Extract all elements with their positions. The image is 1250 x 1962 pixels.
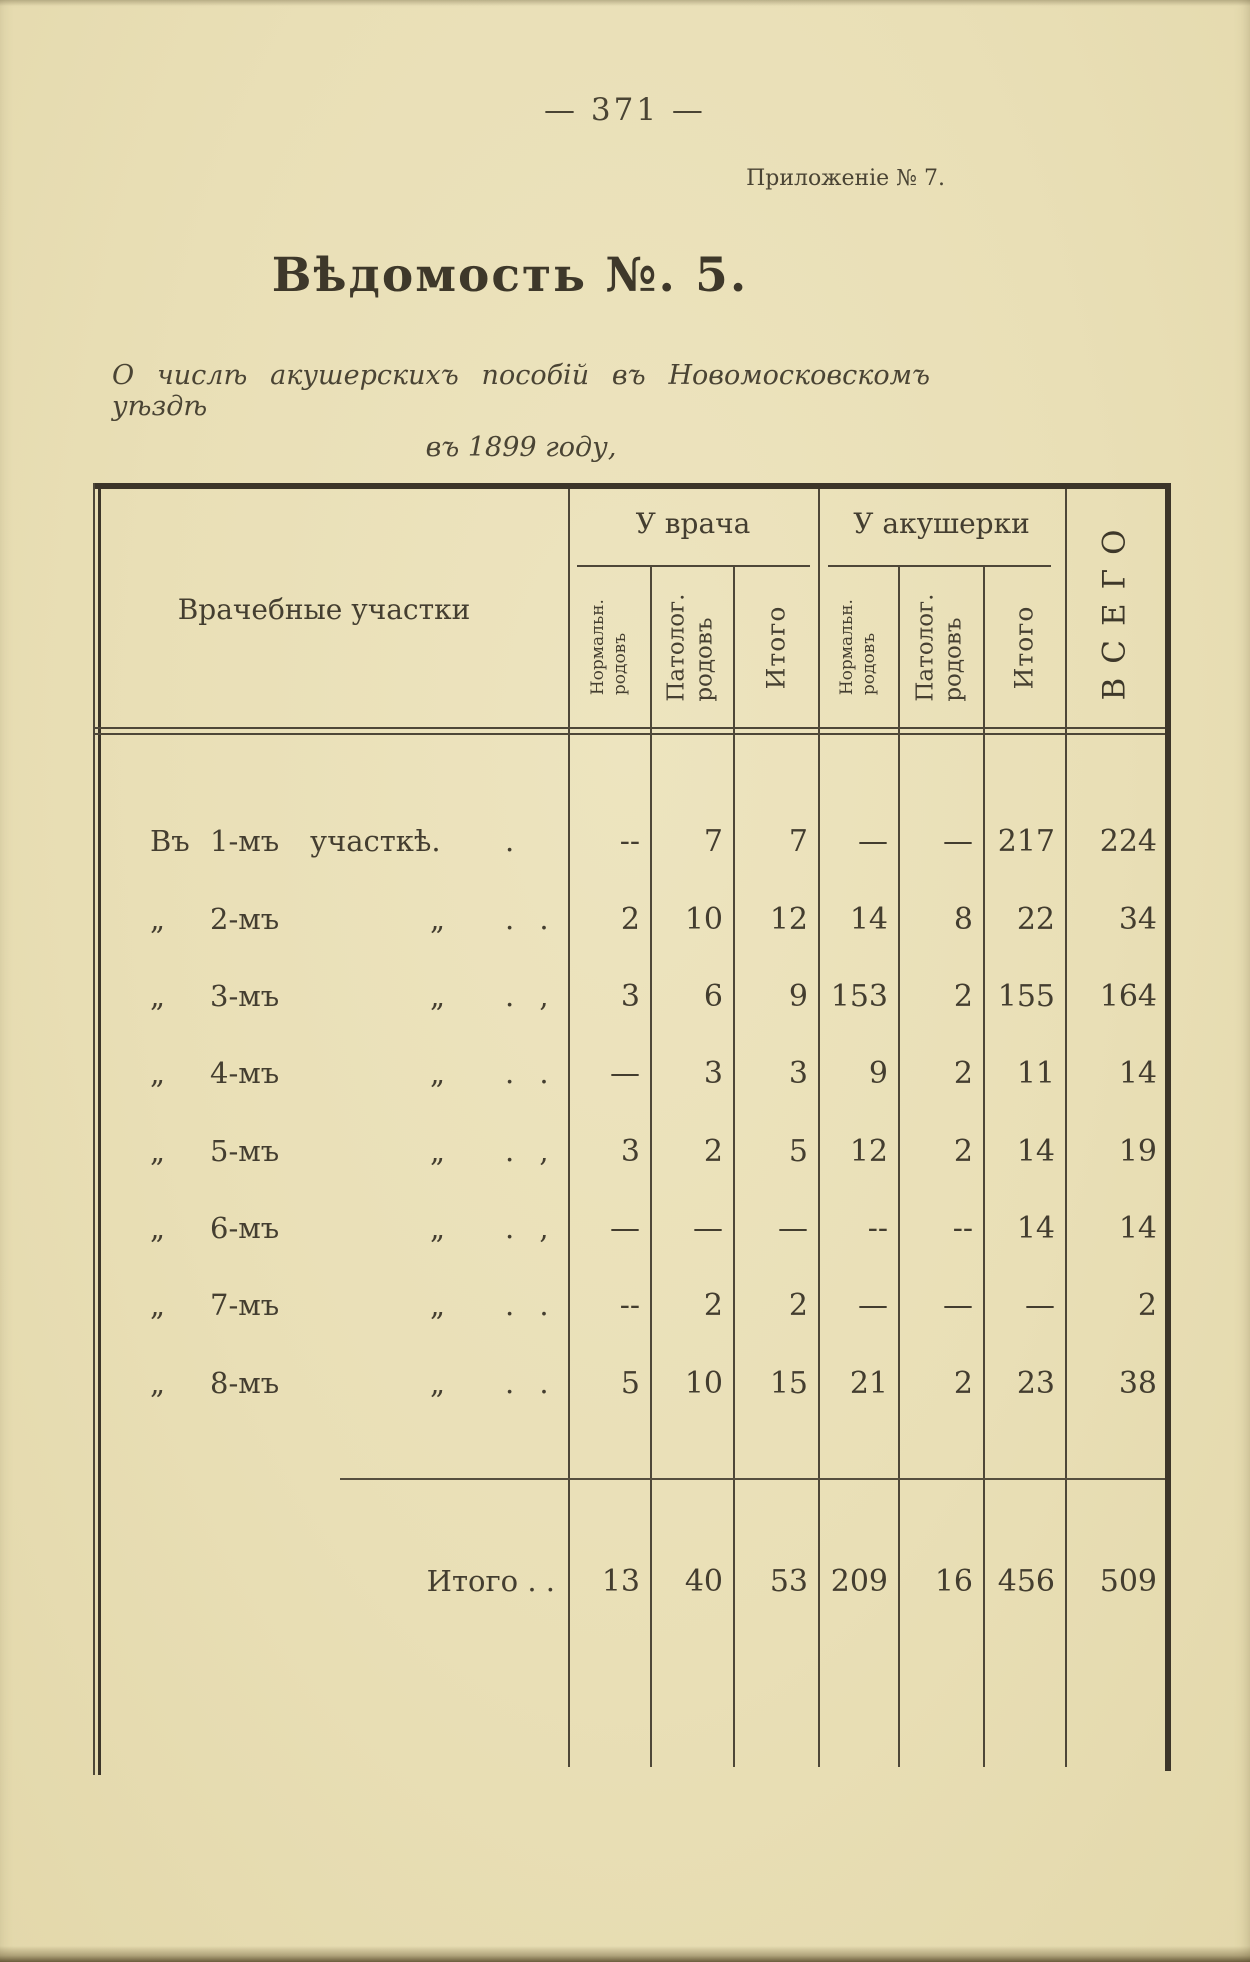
- total-row-separator: [340, 1478, 1165, 1480]
- cell: 153: [830, 978, 888, 1014]
- cell: 23: [1016, 1365, 1055, 1401]
- cell: 38: [1118, 1365, 1157, 1401]
- document-title: Вѣдомость №. 5.: [271, 248, 749, 303]
- page-number: — 371 —: [544, 92, 706, 128]
- subtitle-line-2: въ 1899 году,: [425, 432, 617, 463]
- cell: —: [693, 1210, 723, 1246]
- table-row: [93, 896, 1165, 942]
- cell: 6: [703, 978, 723, 1014]
- cell: 2: [788, 1287, 808, 1323]
- header-bottom-rule: [93, 733, 1165, 735]
- cell: 217: [997, 823, 1055, 859]
- cell: 224: [1099, 823, 1157, 859]
- total-cell: 13: [601, 1563, 640, 1599]
- statistics-table: [93, 483, 1171, 1778]
- row-label: „ 7-мъ „ . .: [150, 1288, 549, 1322]
- subtitle-line-1: О числѣ акушерскихъ пособій въ Новомосковскомъ уѣздѣ: [112, 360, 930, 422]
- cell: 2: [953, 1365, 973, 1401]
- cell: 2: [703, 1133, 723, 1169]
- total-cell: 53: [769, 1563, 808, 1599]
- cell: 3: [620, 978, 640, 1014]
- table-row: [93, 818, 1165, 864]
- table-top-border: [93, 483, 1171, 489]
- row-label: Въ 1-мъ участкѣ. .: [150, 824, 515, 858]
- cell: 14: [849, 901, 888, 937]
- column-header-line: родовъ: [859, 633, 879, 696]
- cell: 9: [788, 978, 808, 1014]
- column-header-doctor-pathological: [650, 570, 733, 725]
- total-cell: 456: [997, 1563, 1055, 1599]
- table-total-row: [93, 1558, 1165, 1604]
- row-label: „ 2-мъ „ . .: [150, 902, 549, 936]
- cell: 22: [1016, 901, 1055, 937]
- cell: --: [952, 1210, 973, 1246]
- cell: 3: [703, 1055, 723, 1091]
- table-row: [93, 973, 1165, 1019]
- cell: 14: [1016, 1133, 1055, 1169]
- header-bottom-rule: [93, 727, 1165, 729]
- cell: 10: [684, 1365, 723, 1401]
- column-header-line: Нормальн.: [587, 599, 608, 696]
- table-row: [93, 1360, 1165, 1406]
- row-header-label: Врачебные участки: [177, 593, 471, 626]
- row-label: „ 3-мъ „ . ,: [150, 979, 549, 1013]
- table-row: [93, 1050, 1165, 1096]
- group-header-underline: [828, 565, 1051, 567]
- column-header-line: Патолог.: [912, 593, 939, 702]
- cell: --: [867, 1210, 888, 1246]
- column-header-line: родовъ: [940, 617, 967, 702]
- cell: —: [1025, 1287, 1055, 1323]
- cell: —: [610, 1055, 640, 1091]
- cell: 34: [1118, 901, 1157, 937]
- cell: 2: [953, 978, 973, 1014]
- table-row: [93, 1128, 1165, 1174]
- cell: —: [943, 823, 973, 859]
- cell: 164: [1099, 978, 1157, 1014]
- row-label: „ 5-мъ „ . ,: [150, 1134, 549, 1168]
- column-header-doctor-normal: [568, 570, 650, 725]
- total-cell: 509: [1099, 1563, 1157, 1599]
- cell: —: [943, 1287, 973, 1323]
- cell: 5: [620, 1365, 640, 1401]
- cell: 5: [788, 1133, 808, 1169]
- total-cell: 16: [934, 1563, 973, 1599]
- table-row: [93, 1282, 1165, 1328]
- group-header-underline: [577, 565, 810, 567]
- cell: 2: [953, 1133, 973, 1169]
- cell: 9: [868, 1055, 888, 1091]
- cell: 14: [1118, 1210, 1157, 1246]
- cell: 155: [997, 978, 1055, 1014]
- column-header-line: Нормальн.: [836, 599, 857, 696]
- cell: —: [858, 1287, 888, 1323]
- table-row: [93, 1205, 1165, 1251]
- column-header-midwife-normal: [818, 570, 898, 725]
- column-header-line: Патолог.: [663, 593, 690, 702]
- row-label: „ 8-мъ „ . .: [150, 1366, 549, 1400]
- cell: 3: [620, 1133, 640, 1169]
- group-header-doctor: У врача: [635, 507, 751, 540]
- cell: —: [610, 1210, 640, 1246]
- table-right-border: [1165, 483, 1171, 1771]
- cell: 2: [953, 1055, 973, 1091]
- cell: 12: [769, 901, 808, 937]
- document-subtitle: [112, 360, 930, 463]
- appendix-annotation: Приложеніе № 7.: [746, 166, 945, 191]
- column-header-line: родовъ: [691, 617, 718, 702]
- cell: 15: [769, 1365, 808, 1401]
- cell: 14: [1118, 1055, 1157, 1091]
- group-header-midwife: У акушерки: [853, 507, 1030, 540]
- cell: 11: [1016, 1055, 1055, 1091]
- cell: 2: [703, 1287, 723, 1323]
- row-label: „ 6-мъ „ . ,: [150, 1211, 549, 1245]
- cell: 14: [1016, 1210, 1055, 1246]
- cell: 7: [703, 823, 723, 859]
- total-row-label: Итого . .: [426, 1564, 555, 1598]
- cell: --: [619, 1287, 640, 1323]
- cell: 10: [684, 901, 723, 937]
- total-cell: 209: [830, 1563, 888, 1599]
- cell: 12: [849, 1133, 888, 1169]
- column-header-midwife-pathological: [898, 570, 983, 725]
- row-label: „ 4-мъ „ . .: [150, 1056, 549, 1090]
- total-cell: 40: [684, 1563, 723, 1599]
- cell: 8: [953, 901, 973, 937]
- cell: —: [778, 1210, 808, 1246]
- cell: —: [858, 823, 888, 859]
- column-header-line: родовъ: [610, 633, 630, 696]
- cell: 2: [620, 901, 640, 937]
- cell: 19: [1118, 1133, 1157, 1169]
- cell: 3: [788, 1055, 808, 1091]
- cell: 2: [1137, 1287, 1157, 1323]
- cell: 21: [849, 1365, 888, 1401]
- column-header-midwife-total: Итого: [1009, 605, 1039, 690]
- cell: 7: [788, 823, 808, 859]
- column-header-doctor-total: Итого: [761, 605, 790, 690]
- cell: --: [619, 823, 640, 859]
- column-header-grand-total: ВСЕГО: [1097, 515, 1134, 701]
